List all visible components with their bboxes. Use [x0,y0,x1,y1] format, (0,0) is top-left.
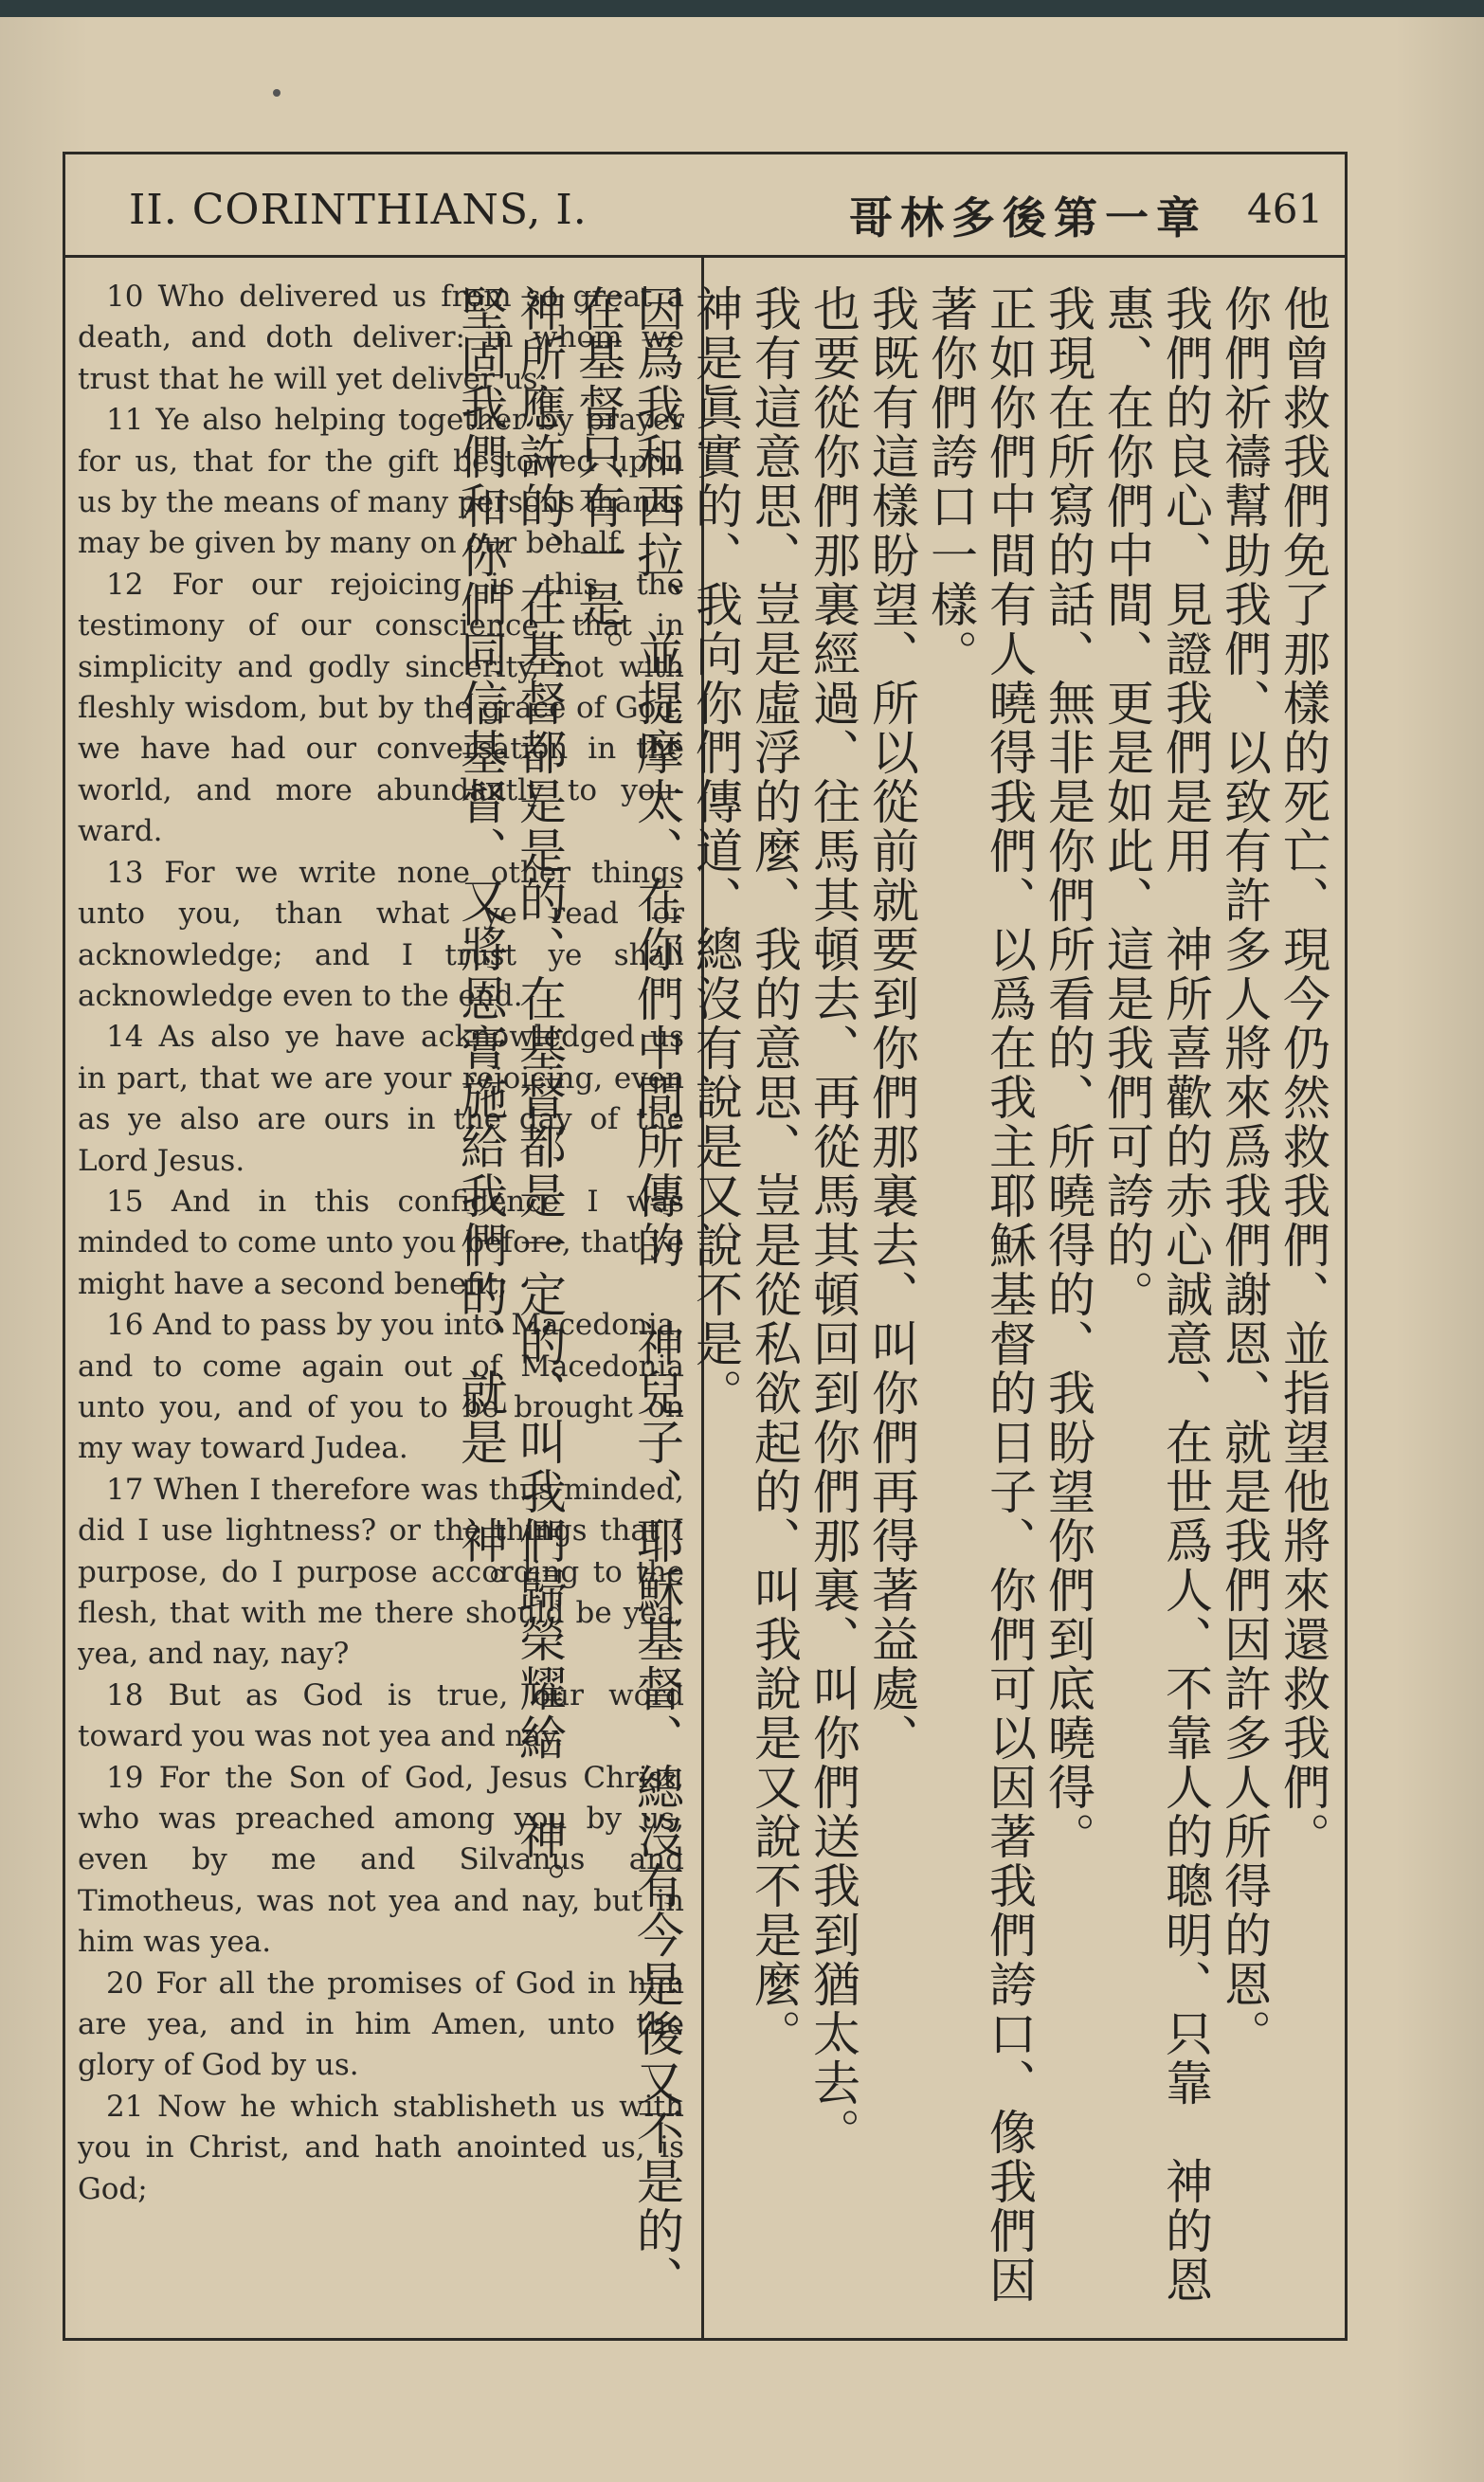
chinese-verse: 堅固我們和你們同信基督、又將恩膏施給我們的、就是 神。 [453,284,508,1615]
verse-text: Ye also helping together by prayer for us, that for the gift bestowed upon us by the means of many persons thanks may be given by many on our behalf. [78,403,684,561]
verse-text: When I therefore was thus minded, did I use lightness? or the things that I purpose, do I purpose according to the flesh, that with me there should be yea, yea, and nay, nay? [78,1472,684,1672]
verse-number: 21 [106,2089,144,2124]
chinese-verse: 我既有這樣盼望、所以從前就要到你們那裏去、叫你們再得著益處、 [864,284,919,1763]
verse-text: As also ye have acknowledged us in part, that we are your rejoicing, even as ye also are ours in the day of the Lord Jesus. [78,1020,684,1178]
chinese-column [453,284,1332,2322]
chinese-verse: 我有這意思、豈是虛浮的麼、我的意思、豈是從私欲起的、叫我說是又說不是麼。 [747,284,802,2058]
chinese-verse: 正如你們中間有人曉得我們、以爲在我主耶穌基督的日子、你們可以因著我們誇口、像我們因著你們誇口一樣。 [923,284,1037,2305]
verse-text: But as God is true, our word toward you was not yea and nay. [78,1677,684,1754]
chinese-verse: 神所應許的、在基督都是是的、在基督都是一定的、叫我們歸榮耀給 神。 [512,284,567,1911]
verse-number: 14 [106,1020,144,1055]
speck [273,89,281,97]
chinese-verse: 我現在所寫的話、無非是你們所看的、所曉得的、我盼望你們到底曉得。 [1041,284,1095,1861]
verse-text: For our rejoicing is this, the testimony of our conscience, that in simplicity and godly sincerity, not with fleshly wisdom, but by the grace of God, we have had our conversation in the world, and more abundantly to you-ward. [78,567,684,849]
running-header [63,152,1348,258]
verse-text: For the Son of God, Jesus Christ, who was preached among you by us, even by me and Silvanus and Timotheus, was not yea and nay, but in him was yea. [78,1760,684,1960]
verse-text: Who delivered us from so great a death, and doth deliver: in whom we trust that he will yet deliver us; [78,280,684,396]
verse-number: 13 [106,855,144,890]
verse-text: For we write none other things unto you, than what ye read or acknowledge; and I trust ye shall acknowledge even to the end. [78,855,684,1013]
chinese-verse: 因爲我和西拉、並提摩太、在你們中間所傳的 神兒子、耶穌基督、總沒有今是後又不是的、在基督只有一是。 [570,284,684,2305]
verse-number: 12 [106,567,144,602]
verse-number: 15 [106,1184,144,1219]
chinese-verse: 他曾救我們免了那樣的死亡、現今仍然救我們、並指望他將來還救我們。 [1276,284,1330,1861]
verse-text: And in this confidence I was minded to come unto you before, that ye might have a second benefit; [78,1184,684,1301]
verse-number: 16 [106,1308,144,1343]
page-number: 461 [1247,186,1324,232]
book-title: II. CORINTHIANS, I. [129,186,588,234]
chinese-verse: 也要從你們那裏經過、往馬其頓去、再從馬其頓回到你們那裏、叫你們送我到猶太去。 [805,284,860,2157]
verse-number: 19 [106,1760,144,1795]
verse-number: 18 [106,1677,144,1712]
chinese-verse: 你們祈禱幫助我們、以致有許多人將來爲我們謝恩、就是我們因許多人所得的恩。 [1217,284,1272,2058]
verse-text: And to pass by you into Macedonia, and to come again out of Macedonia unto you, and of you to be brought on my way toward Judea. [78,1308,684,1466]
chinese-verse: 我們的良心、見證我們是用 神所喜歡的赤心誠意、在世爲人、不靠人的聰明、只靠 神的恩惠、在你們中間、更是如此、這是我們可誇的。 [1099,284,1213,2305]
verse-number: 11 [106,403,144,438]
verse-text: Now he which stablisheth us with you in Christ, and hath anointed us, is God; [78,2089,684,2206]
verse-text: For all the promises of God in him are yea, and in him Amen, unto the glory of God by us. [78,1966,685,2083]
verse-number: 10 [106,280,144,314]
book-edge [0,0,1484,17]
chinese-verse: 神是眞實的、我向你們傳道、總沒有說是又說不是。 [688,284,743,1418]
verse-number: 20 [106,1966,144,2001]
verse-number: 17 [106,1472,144,1507]
chinese-book-title: 哥林多後第一章 [849,192,1207,244]
